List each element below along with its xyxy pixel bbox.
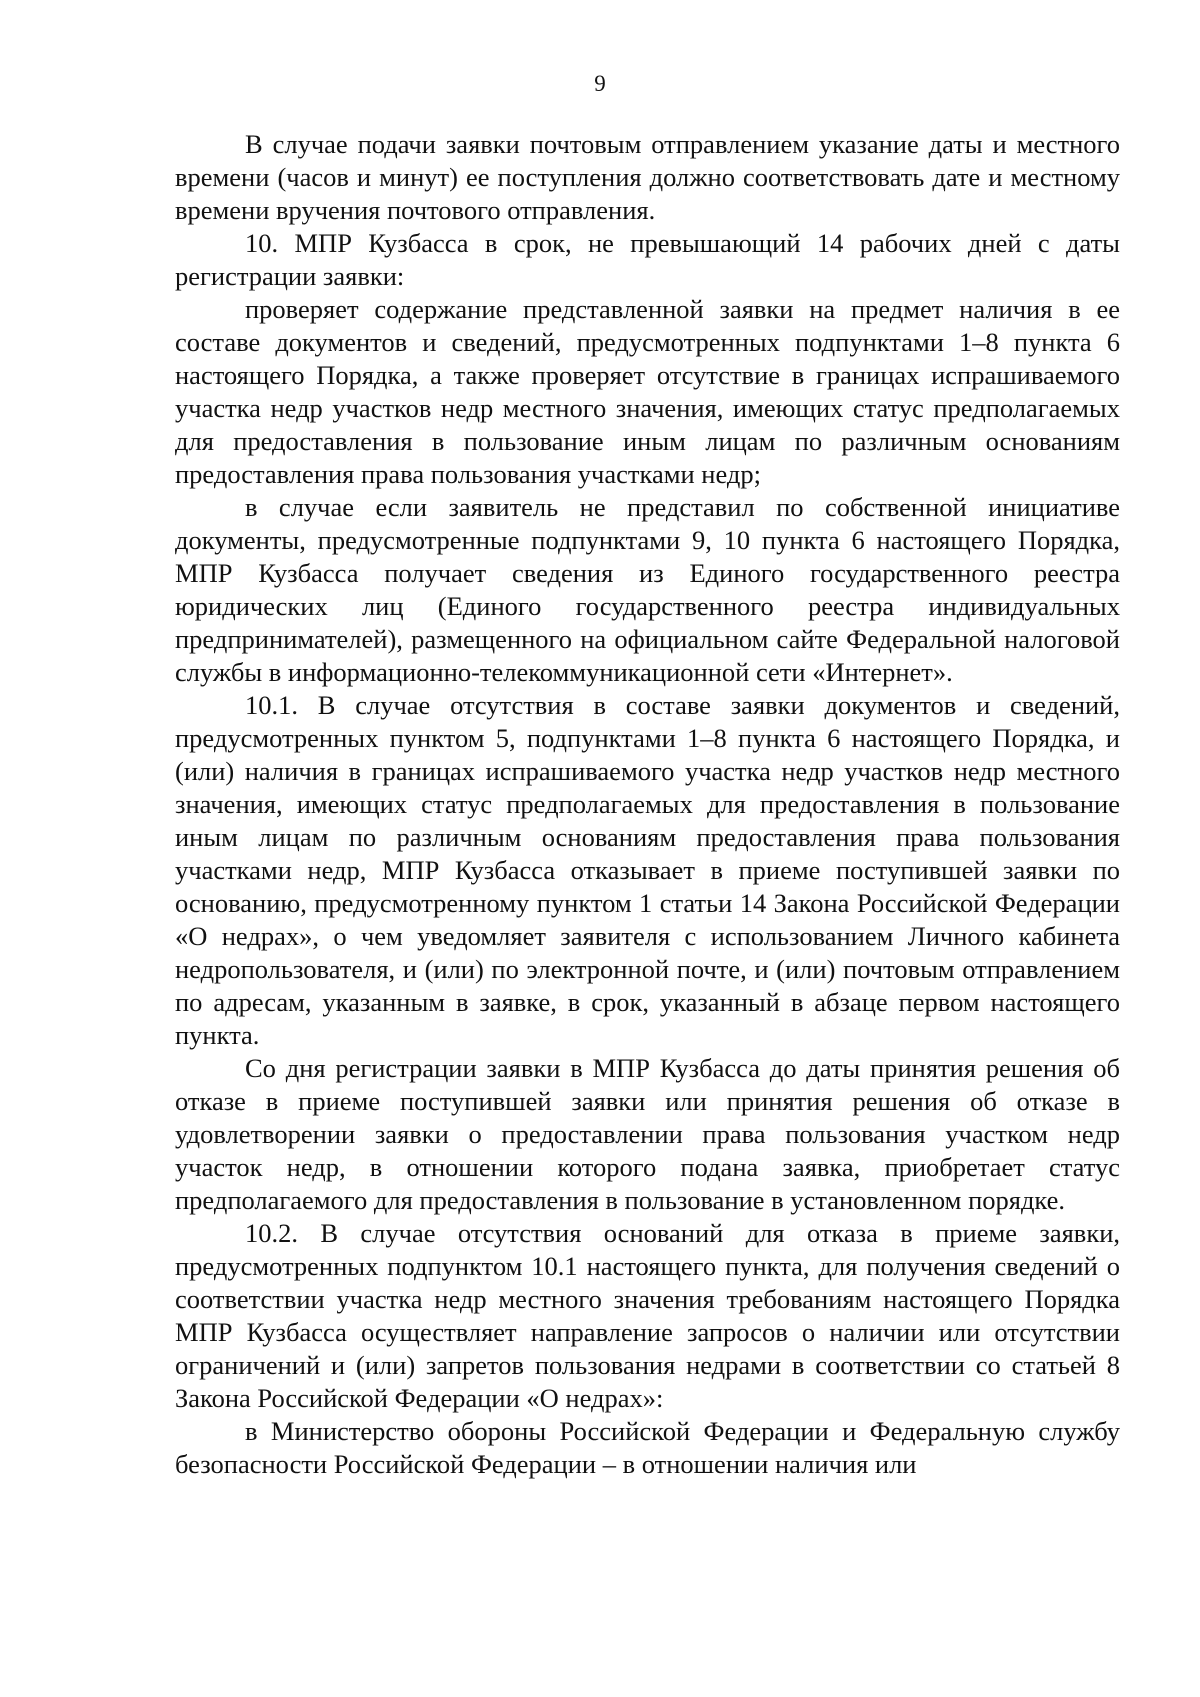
page-number: 9 [594, 71, 606, 96]
paragraph-item-10-1: 10.1. В случае отсутствия в составе заявки документов и сведений, предусмотренных пунктом 5, подпунктами 1–8 пункта 6 настоящего Порядка, и (или) наличия в границах испрашиваемого участка недр участков недр местного значения, имеющих статус предполагаемых для предоставления в пользование иным лицам по различным основаниям предоставления права пользования участками недр, МПР Кузбасса отказывает в приеме поступившей заявки по основанию, предусмотренному пунктом 1 статьи 14 Закона Российской Федерации «О недрах», о чем уведомляет заявителя с использованием Личного кабинета недропользователя, и (или) по электронной почте, и (или) почтовым отправлением по адресам, указанным в заявке, в срок, указанный в абзаце первом настоящего пункта. [175, 690, 1120, 1050]
paragraph-postal-submission: В случае подачи заявки почтовым отправлением указание даты и местного времени (часов и минут) ее поступления должно соответствовать дате и местному времени вручения почтового отправления. [175, 129, 1120, 225]
paragraph-defense-ministry: в Министерство обороны Российской Федерации и Федеральную службу безопасности Российской Федерации – в отношении наличия или [175, 1416, 1120, 1479]
paragraph-checks-application: проверяет содержание представленной заявки на предмет наличия в ее составе документов и сведений, предусмотренных подпунктами 1–8 пункта 6 настоящего Порядка, а также проверяет отсутствие в границах испрашиваемого участка недр участков недр местного значения, имеющих статус предполагаемых для предоставления в пользование иным лицам по различным основаниям предоставления права пользования участками недр; [175, 294, 1120, 489]
paragraph-item-10-2: 10.2. В случае отсутствия оснований для отказа в приеме заявки, предусмотренных подпунктом 10.1 настоящего пункта, для получения сведений о соответствии участка недр местного значения требованиям настоящего Порядка МПР Кузбасса осуществляет направление запросов о наличии или отсутствии ограничений и (или) запретов пользования недрами в соответствии со статьей 8 Закона Российской Федерации «О недрах»: [175, 1218, 1120, 1413]
paragraph-item-10: 10. МПР Кузбасса в срок, не превышающий 14 рабочих дней с даты регистрации заявки: [175, 228, 1120, 291]
paragraph-status-period: Со дня регистрации заявки в МПР Кузбасса до даты принятия решения об отказе в приеме поступившей заявки или принятия решения об отказе в удовлетворении заявки о предоставлении права пользования участком недр участок недр, в отношении которого подана заявка, приобретает статус предполагаемого для предоставления в пользование в установленном порядке. [175, 1053, 1120, 1215]
document-body [175, 128, 1120, 1481]
paragraph-registry-request: в случае если заявитель не представил по собственной инициативе документы, предусмотренные подпунктами 9, 10 пункта 6 настоящего Порядка, МПР Кузбасса получает сведения из Единого государственного реестра юридических лиц (Единого государственного реестра индивидуальных предпринимателей), размещенного на официальном сайте Федеральной налоговой службы в информационно-телекоммуникационной сети «Интернет». [175, 492, 1120, 687]
